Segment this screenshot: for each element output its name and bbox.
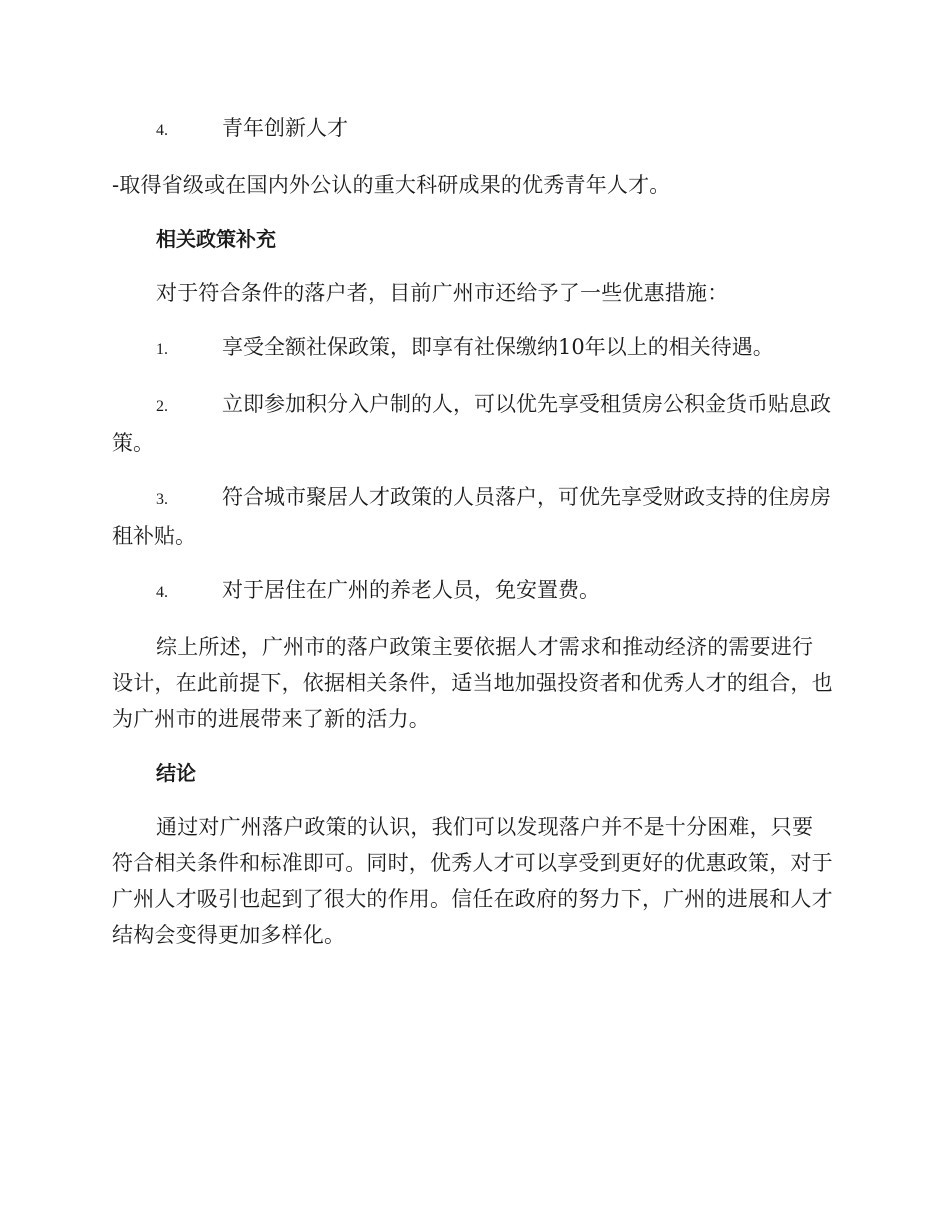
policy-item-2: [112, 386, 834, 461]
policy-intro: 对于符合条件的落户者，目前广州市还给予了一些优惠措施：: [156, 281, 729, 305]
list-number: 1.: [156, 341, 168, 358]
list-number: 2.: [156, 398, 168, 415]
list-item-youth-talent: [112, 110, 834, 149]
conclusion-heading: 结论: [156, 761, 196, 785]
list-number: 4.: [156, 122, 168, 139]
list-text: 对于居住在广州的养老人员，免安置费。: [222, 578, 600, 602]
document-page: [112, 110, 834, 971]
policy-heading: 相关政策补充: [156, 227, 276, 251]
conclusion-paragraph: 通过对广州落户政策的认识，我们可以发现落户并不是十分困难，只要符合相关条件和标准即可。同时，优秀人才可以享受到更好的优惠政策，对于广州人才吸引也起到了很大的作用。信任在政府的努力下，广州的进展和人才结构会变得更加多样化。: [112, 815, 833, 947]
policy-item-1: [112, 329, 834, 368]
list-text: 享受全额社保政策，即享有社保缴纳10年以上的相关待遇。: [222, 335, 774, 359]
list-text: 符合城市聚居人才政策的人员落户，可优先享受财政支持的住房房租补贴。: [112, 485, 831, 548]
list-text: 立即参加积分入户制的人，可以优先享受租赁房公积金货币贴息政策。: [112, 392, 831, 455]
youth-description: -取得省级或在国内外公认的重大科研成果的优秀青年人才。: [112, 173, 671, 197]
policy-item-4: [112, 572, 834, 611]
policy-item-3: [112, 479, 834, 554]
list-number: 3.: [156, 491, 168, 508]
summary-paragraph: 综上所述，广州市的落户政策主要依据人才需求和推动经济的需要进行设计，在此前提下，依据相关条件，适当地加强投资者和优秀人才的组合，也为广州市的进展带来了新的活力。: [112, 635, 833, 731]
list-number: 4.: [156, 584, 168, 601]
list-text: 青年创新人才: [222, 116, 348, 140]
